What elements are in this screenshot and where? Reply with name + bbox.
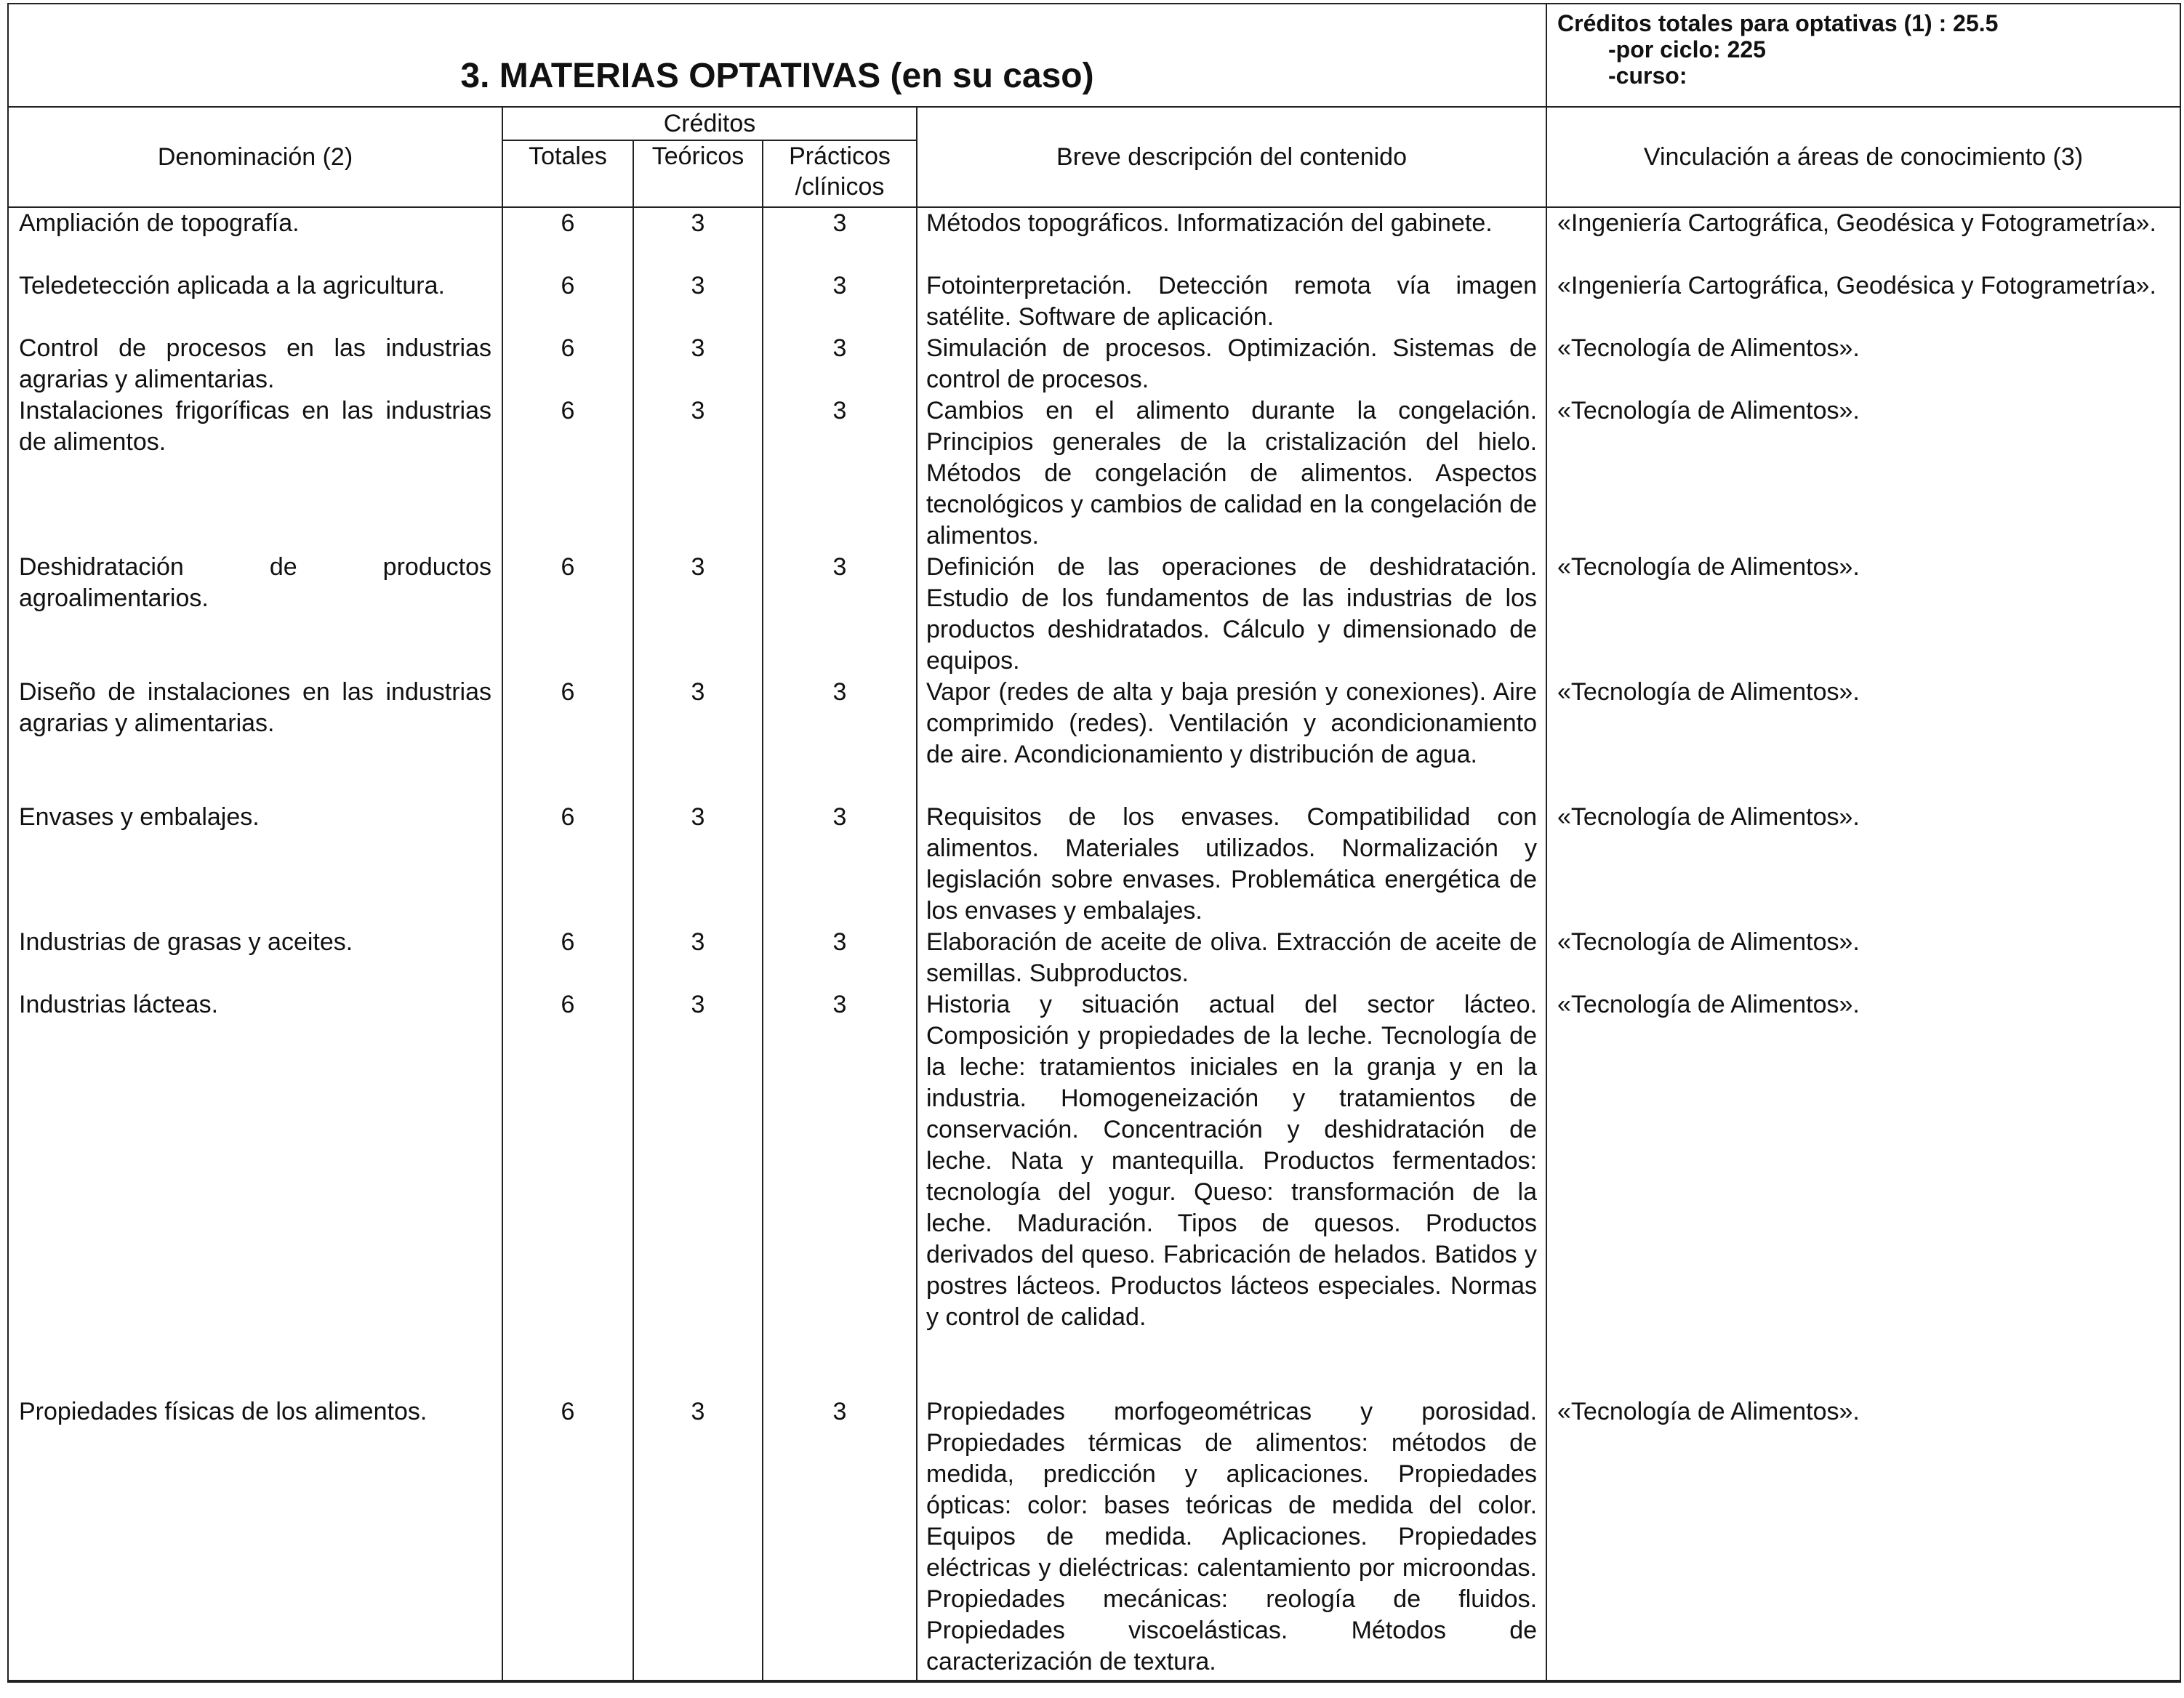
row-area: «Tecnología de Alimentos». (1557, 928, 1860, 956)
bottom-border-cell (8, 1681, 2180, 1682)
document-page (7, 3, 2180, 1692)
row-description: Métodos topográficos. Informatización del gabinete. (926, 209, 1493, 237)
row-name: Envases y embalajes. (19, 803, 260, 831)
row-practicos: 3 (832, 397, 847, 424)
row-area: «Ingeniería Cartográfica, Geodésica y Fotogrametría». (1557, 272, 2157, 299)
row-description: Vapor (redes de alta y baja presión y conexiones). Aire comprimido (redes). Ventilación y acondicionamiento de aire. Acondicionamiento y distribución de agua. (926, 678, 1538, 768)
column-teoricos (633, 207, 763, 1681)
row-practicos: 3 (832, 272, 847, 299)
row-practicos: 3 (832, 928, 847, 956)
row-name: Industrias de grasas y aceites. (19, 928, 353, 956)
row-area: «Tecnología de Alimentos». (1557, 991, 1860, 1018)
col-header-totales: Totales (502, 140, 633, 207)
row-teoricos: 3 (691, 334, 705, 362)
row-name: Teledetección aplicada a la agricultura. (19, 272, 445, 299)
table-bottom-border (8, 1681, 2180, 1682)
row-teoricos: 3 (691, 1398, 705, 1425)
row-name: Propiedades físicas de los alimentos. (19, 1398, 427, 1425)
col-header-vinculacion: Vinculación a áreas de conocimiento (3) (1546, 107, 2180, 207)
column-descripcion (917, 207, 1546, 1681)
row-practicos: 3 (832, 209, 847, 237)
row-teoricos: 3 (691, 928, 705, 956)
row-totales: 6 (561, 1398, 575, 1425)
row-teoricos: 3 (691, 553, 705, 581)
credits-per-cycle: -por ciclo: 225 (1608, 36, 1766, 63)
row-teoricos: 3 (691, 678, 705, 706)
column-vinculacion (1546, 207, 2180, 1681)
row-practicos: 3 (832, 678, 847, 706)
col-header-creditos: Créditos (502, 107, 917, 140)
row-description: Simulación de procesos. Optimización. Sistemas de control de procesos. (926, 334, 1538, 393)
row-totales: 6 (561, 678, 575, 706)
credits-summary (1546, 4, 2180, 107)
row-teoricos: 3 (691, 397, 705, 424)
row-totales: 6 (561, 553, 575, 581)
col-header-practicos: Prácticos /clínicos (763, 140, 917, 207)
row-totales: 6 (561, 334, 575, 362)
row-practicos: 3 (832, 553, 847, 581)
row-name: Deshidratación de productos agroalimentarios. (19, 553, 491, 612)
row-totales: 6 (561, 803, 575, 831)
row-totales: 6 (561, 928, 575, 956)
title-row (8, 4, 2180, 107)
row-practicos: 3 (832, 803, 847, 831)
column-denominacion (8, 207, 502, 1681)
row-name: Industrias lácteas. (19, 991, 219, 1018)
row-area: «Tecnología de Alimentos». (1557, 678, 1860, 706)
col-header-teoricos: Teóricos (633, 140, 763, 207)
row-totales: 6 (561, 272, 575, 299)
row-totales: 6 (561, 209, 575, 237)
row-description: Definición de las operaciones de deshidratación. Estudio de los fundamentos de las industrias de los productos deshidratados. Cálculo y dimensionado de equipos. (926, 553, 1538, 675)
page-title: 3. MATERIAS OPTATIVAS (en su caso) (460, 56, 1094, 95)
row-practicos: 3 (832, 991, 847, 1018)
column-practicos (763, 207, 917, 1681)
row-teoricos: 3 (691, 803, 705, 831)
row-description: Historia y situación actual del sector lácteo. Composición y propiedades de la leche. Tecnología de la leche: tratamientos iniciales en la granja y en la industria. Homogeneización y tratamientos de conservación. Concentración y deshidratación de leche. Nata y mantequilla. Productos fermentados: tecnología del yogur. Queso: transformación de la leche. Maduración. Tipos de quesos. Productos derivados del queso. Fabricación de helados. Batidos y postres lácteos. Productos lácteos especiales. Normas y control de calidad. (926, 991, 1538, 1331)
row-description: Propiedades morfogeométricas y porosidad. Propiedades térmicas de alimentos: métodos de medida, predicción y aplicaciones. Propiedades ópticas: color: bases teóricas de medida del color. Equipos de medida. Aplicaciones. Propiedades eléctricas y dieléctricas: calentamiento por microondas. Propiedades mecánicas: reología de fluidos. Propiedades viscoelásticas. Métodos de caracterización de textura. (926, 1398, 1538, 1675)
row-description: Requisitos de los envases. Compatibilidad con alimentos. Materiales utilizados. Normalización y legislación sobre envases. Problemática energética de los envases y embalajes. (926, 803, 1538, 925)
row-area: «Tecnología de Alimentos». (1557, 397, 1860, 424)
row-area: «Tecnología de Alimentos». (1557, 553, 1860, 581)
row-area: «Tecnología de Alimentos». (1557, 334, 1860, 362)
title-cell (8, 4, 1546, 107)
row-area: «Tecnología de Alimentos». (1557, 803, 1860, 831)
row-practicos: 3 (832, 1398, 847, 1425)
row-teoricos: 3 (691, 209, 705, 237)
row-description: Fotointerpretación. Detección remota vía imagen satélite. Software de aplicación. (926, 272, 1538, 331)
col-header-denominacion: Denominación (2) (8, 107, 502, 207)
row-totales: 6 (561, 397, 575, 424)
row-area: «Tecnología de Alimentos». (1557, 1398, 1860, 1425)
table-body-row (8, 207, 2180, 1681)
row-name: Control de procesos en las industrias agrarias y alimentarias. (19, 334, 491, 393)
row-area: «Ingeniería Cartográfica, Geodésica y Fotogrametría». (1557, 209, 2157, 237)
row-name: Instalaciones frigoríficas en las industrias de alimentos. (19, 397, 491, 456)
row-teoricos: 3 (691, 991, 705, 1018)
col-header-descripcion: Breve descripción del contenido (917, 107, 1546, 207)
row-name: Diseño de instalaciones en las industrias agrarias y alimentarias. (19, 678, 491, 737)
credits-per-course: -curso: (1608, 63, 1687, 89)
row-totales: 6 (561, 991, 575, 1018)
row-teoricos: 3 (691, 272, 705, 299)
row-name: Ampliación de topografía. (19, 209, 300, 237)
row-description: Elaboración de aceite de oliva. Extracción de aceite de semillas. Subproductos. (926, 928, 1538, 987)
header-row-1 (8, 107, 2180, 140)
column-totales (502, 207, 633, 1681)
optional-subjects-table (7, 3, 2181, 1683)
row-practicos: 3 (832, 334, 847, 362)
credits-total: Créditos totales para optativas (1) : 25.5 (1557, 10, 1999, 36)
row-description: Cambios en el alimento durante la congelación. Principios generales de la cristalización del hielo. Métodos de congelación de alimentos. Aspectos tecnológicos y cambios de calidad en la congelación de alimentos. (926, 397, 1538, 550)
